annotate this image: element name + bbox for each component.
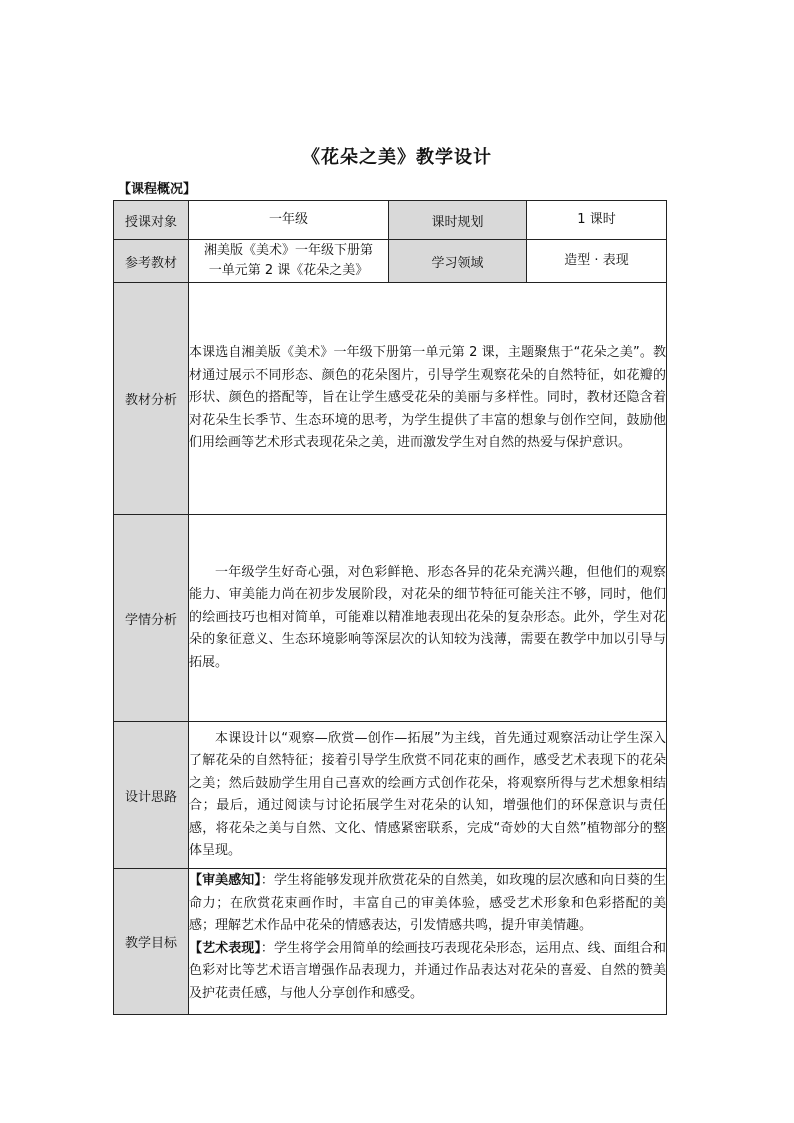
label-learning-domain: 学习领域 [389, 240, 527, 283]
goal-artistic-expression-tag: 【艺术表现】 [189, 940, 261, 956]
value-class-hours: 1 课时 [527, 201, 667, 240]
label-reference-textbook: 参考教材 [114, 240, 189, 283]
design-idea-cell [189, 722, 667, 869]
design-idea-text: 本课设计以“观察—欣赏—创作—拓展”为主线，首先通过观察活动让学生深入了解花朵的自然特征；接着引导学生欣赏不同花束的画作，感受艺术表现下的花朵之美；然后鼓励学生用自己喜欢的绘画方式创作花朵，将观察所得与艺术想象相结合；最后，通过阅读与讨论拓展学生对花朵的认知，增强他们的环保意识与责任感，将花朵之美与自然、文化、情感紧密联系，完成“奇妙的大自然”植物部分的整体呈现。 [189, 730, 666, 858]
label-teaching-goals: 教学目标 [114, 869, 189, 1015]
label-learner-analysis: 学情分析 [114, 515, 189, 722]
label-class-hours: 课时规划 [389, 201, 527, 240]
table-row-textbook-analysis [114, 283, 667, 515]
teaching-goals-cell [189, 869, 667, 1015]
reference-textbook-line2: 一单元第 2 课《花朵之美》 [208, 263, 369, 278]
value-reference-textbook [189, 240, 389, 283]
label-textbook-analysis: 教材分析 [114, 283, 189, 515]
table-row-teaching-goals [114, 869, 667, 1015]
goal-aesthetic-perception [189, 870, 666, 938]
learner-analysis-text: 一年级学生好奇心强，对色彩鲜艳、形态各异的花朵充满兴趣，但他们的观察能力、审美能力尚在初步发展阶段，对花朵的细节特征可能关注不够，同时，他们的绘画技巧也相对简单，可能难以精准地表现出花朵的复杂形态。此外，学生对花朵的象征意义、生态环境影响等深层次的认知较为浅薄，需要在教学中加以引导与拓展。 [189, 564, 666, 670]
label-audience: 授课对象 [114, 201, 189, 240]
label-design-idea: 设计思路 [114, 722, 189, 869]
goal-aesthetic-perception-tag: 【审美感知】 [189, 873, 261, 888]
table-row-design-idea [114, 722, 667, 869]
value-audience: 一年级 [189, 201, 389, 240]
goal-aesthetic-perception-text: ：学生将能够发现并欣赏花朵的自然美，如玫瑰的层次感和向日葵的生命力；在欣赏花束画作时，丰富自己的审美体验，感受艺术形象和色彩搭配的美感；理解艺术作品中花朵的情感表达，引发情感共鸣，提升审美情趣。 [189, 873, 666, 933]
document-title: 《花朵之美》教学设计 [302, 147, 492, 168]
textbook-analysis-text: 本课选自湘美版《美术》一年级下册第一单元第 2 课，主题聚焦于“花朵之美”。教材通过展示不同形态、颜色的花朵图片，引导学生观察花朵的自然特征，如花瓣的形状、颜色的搭配等，旨在让学生感受花朵的美丽与多样性。同时，教材还隐含着对花朵生长季节、生态环境的思考，为学生提供了丰富的想象与创作空间，鼓励他们用绘画等艺术形式表现花朵之美，进而激发学生对自然的热爱与保护意识。 [189, 345, 666, 451]
reference-textbook-line1: 湘美版《美术》一年级下册第 [203, 243, 373, 258]
table-row-textbook [114, 240, 667, 283]
goal-artistic-expression [189, 938, 666, 1006]
table-row-audience [114, 201, 667, 240]
goal-artistic-expression-text: ：学生将学会用简单的绘画技巧表现花朵形态，运用点、线、面组合和色彩对比等艺术语言增强作品表现力，并通过作品表达对花朵的喜爱、自然的赞美及护花责任感，与他人分享创作和感受。 [189, 940, 666, 1001]
lesson-overview-table [113, 200, 667, 1015]
value-learning-domain: 造型 · 表现 [527, 240, 667, 283]
textbook-analysis-cell [189, 283, 667, 515]
table-row-learner-analysis [114, 515, 667, 722]
learner-analysis-cell [189, 515, 667, 722]
section-heading-course-overview: 【课程概况】 [118, 182, 197, 197]
